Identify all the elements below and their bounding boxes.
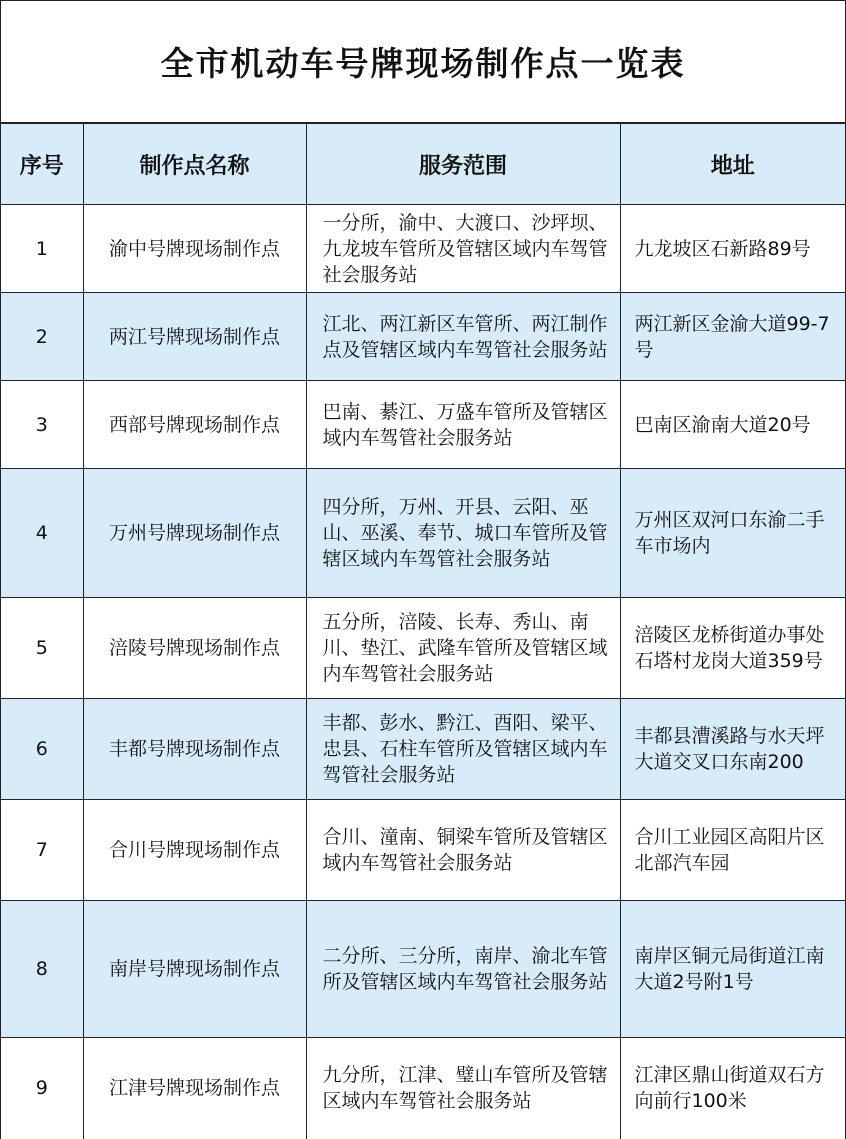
- header-address: 地址: [620, 124, 845, 205]
- row-index: 9: [1, 1038, 83, 1139]
- title-bar: [1, 1, 845, 123]
- row-address: 涪陵区龙桥街道办事处石塔村龙岗大道359号: [620, 598, 845, 699]
- row-address: 江津区鼎山街道双石方向前行100米: [620, 1038, 845, 1139]
- header-index: 序号: [1, 124, 83, 205]
- table-row: [1, 800, 845, 901]
- table-row: [1, 205, 845, 293]
- row-index: 7: [1, 800, 83, 901]
- row-scope: 江北、两江新区车管所、两江制作点及管辖区域内车驾管社会服务站: [306, 293, 620, 381]
- row-name: 渝中号牌现场制作点: [83, 205, 306, 293]
- row-index: 4: [1, 469, 83, 598]
- row-index: 3: [1, 381, 83, 469]
- row-scope: 巴南、綦江、万盛车管所及管辖区域内车驾管社会服务站: [306, 381, 620, 469]
- table-row: [1, 1038, 845, 1139]
- row-scope: 一分所，渝中、大渡口、沙坪坝、九龙坡车管所及管辖区域内车驾管社会服务站: [306, 205, 620, 293]
- row-name: 丰都号牌现场制作点: [83, 699, 306, 800]
- header-name: 制作点名称: [83, 124, 306, 205]
- row-index: 8: [1, 901, 83, 1038]
- header-scope: 服务范围: [306, 124, 620, 205]
- row-scope: 合川、潼南、铜梁车管所及管辖区域内车驾管社会服务站: [306, 800, 620, 901]
- page-title: 全市机动车号牌现场制作点一览表: [160, 44, 686, 83]
- row-name: 南岸号牌现场制作点: [83, 901, 306, 1038]
- table-row: [1, 699, 845, 800]
- table-row: [1, 901, 845, 1038]
- row-name: 涪陵号牌现场制作点: [83, 598, 306, 699]
- row-address: 巴南区渝南大道20号: [620, 381, 845, 469]
- row-scope: 四分所，万州、开县、云阳、巫山、巫溪、奉节、城口车管所及管辖区域内车驾管社会服务站: [306, 469, 620, 598]
- header-row: [1, 124, 845, 205]
- row-scope: 五分所，涪陵、长寿、秀山、南川、垫江、武隆车管所及管辖区域内车驾管社会服务站: [306, 598, 620, 699]
- row-name: 江津号牌现场制作点: [83, 1038, 306, 1139]
- row-index: 6: [1, 699, 83, 800]
- row-index: 2: [1, 293, 83, 381]
- row-name: 两江号牌现场制作点: [83, 293, 306, 381]
- row-scope: 二分所、三分所，南岸、渝北车管所及管辖区域内车驾管社会服务站: [306, 901, 620, 1038]
- row-address: 九龙坡区石新路89号: [620, 205, 845, 293]
- locations-table: [1, 123, 845, 1139]
- table-row: [1, 598, 845, 699]
- row-name: 合川号牌现场制作点: [83, 800, 306, 901]
- table-row: [1, 469, 845, 598]
- row-address: 南岸区铜元局街道江南大道2号附1号: [620, 901, 845, 1038]
- row-name: 西部号牌现场制作点: [83, 381, 306, 469]
- row-name: 万州号牌现场制作点: [83, 469, 306, 598]
- row-address: 两江新区金渝大道99-7号: [620, 293, 845, 381]
- table-row: [1, 293, 845, 381]
- table-row: [1, 381, 845, 469]
- row-address: 合川工业园区高阳片区北部汽车园: [620, 800, 845, 901]
- row-index: 1: [1, 205, 83, 293]
- row-index: 5: [1, 598, 83, 699]
- row-scope: 九分所，江津、璧山车管所及管辖区域内车驾管社会服务站: [306, 1038, 620, 1139]
- row-address: 丰都县漕溪路与水天坪大道交叉口东南200: [620, 699, 845, 800]
- row-scope: 丰都、彭水、黔江、酉阳、梁平、忠县、石柱车管所及管辖区域内车驾管社会服务站: [306, 699, 620, 800]
- row-address: 万州区双河口东渝二手车市场内: [620, 469, 845, 598]
